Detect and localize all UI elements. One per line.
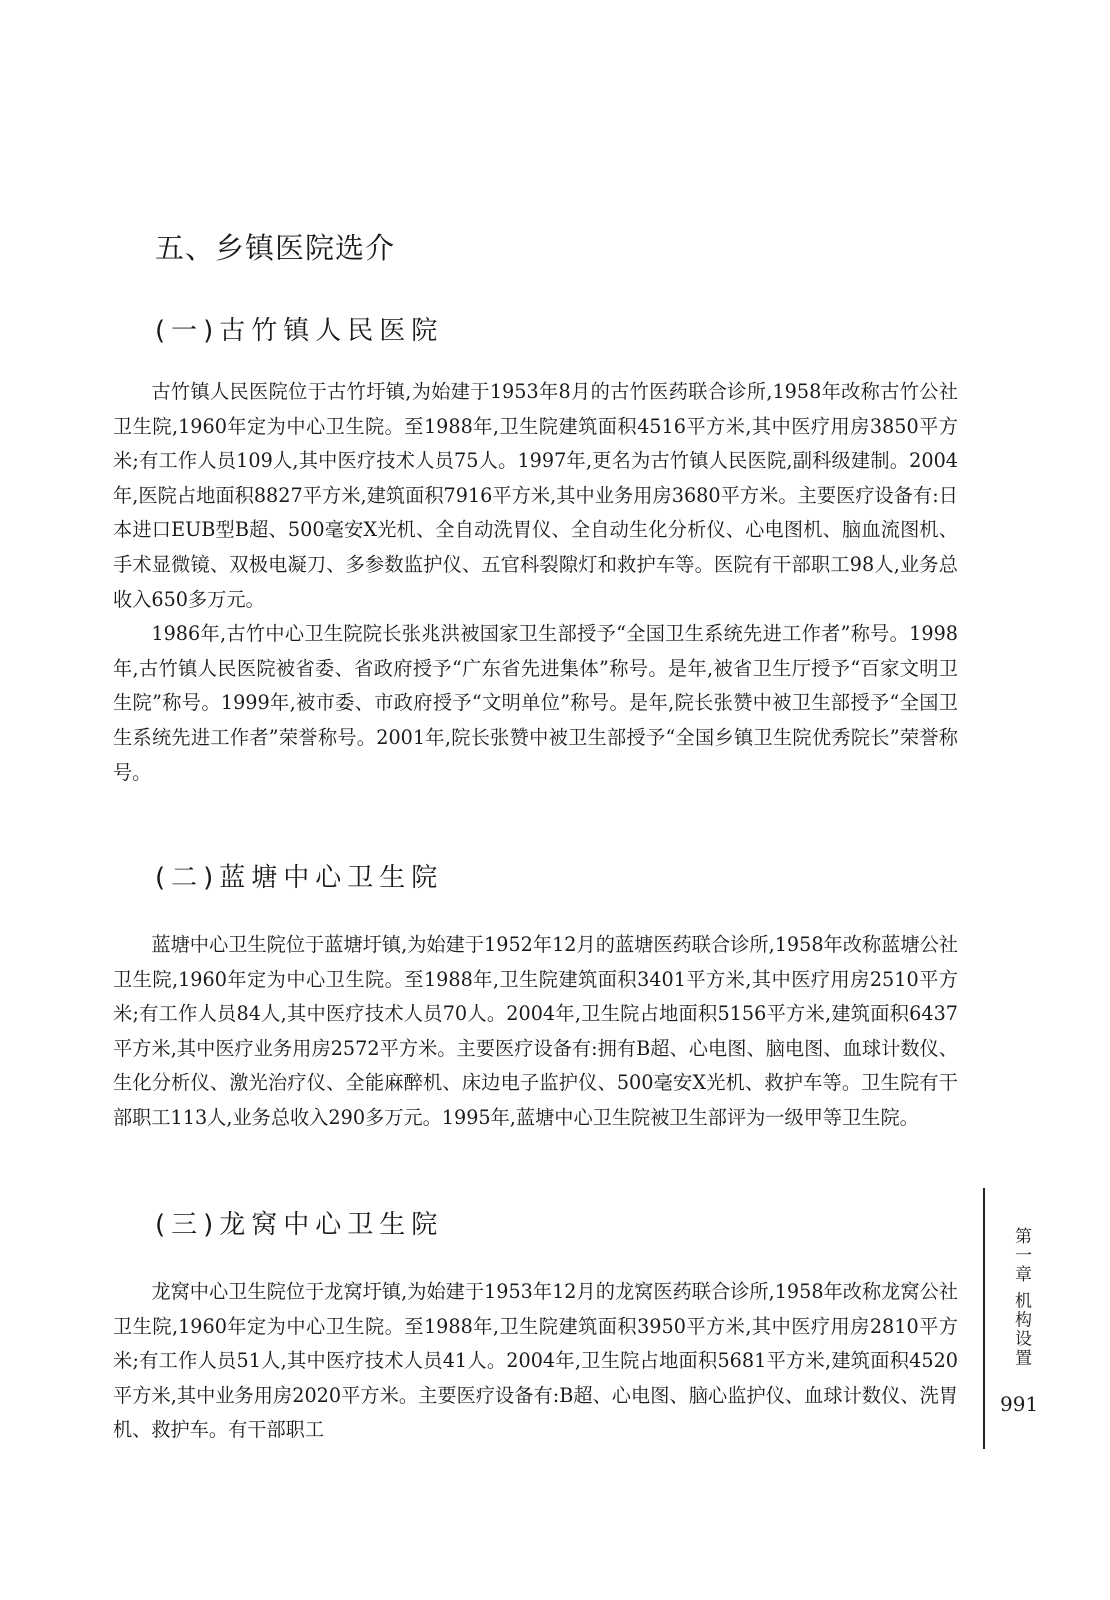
- paragraph-guzhu-overview: 古竹镇人民医院位于古竹圩镇,为始建于1953年8月的古竹医药联合诊所,1958年改称古竹公社卫生院,1960年定为中心卫生院。至1988年,卫生院建筑面积4516平方米,其中医疗用房3850平方米;有工作人员109人,其中医疗技术人员75人。1997年,更名为古竹镇人民医院,副科级建制。2004年,医院占地面积8827平方米,建筑面积7916平方米,其中业务用房3680平方米。主要医疗设备有:日本进口EUB型B超、500毫安X光机、全自动洗胃仪、全自动生化分析仪、心电图机、脑血流图机、手术显微镜、双极电凝刀、多参数监护仪、五官科裂隙灯和救护车等。医院有干部职工98人,业务总收入650多万元。: [113, 380, 958, 611]
- paragraph-guzhu-honors: 1986年,古竹中心卫生院院长张兆洪被国家卫生部授予“全国卫生系统先进工作者”称号。1998年,古竹镇人民医院被省委、省政府授予“广东省先进集体”称号。是年,被省卫生厅授予“百家文明卫生院”称号。1999年,被市委、市政府授予“文明单位”称号。是年,院长张赞中被卫生部授予“全国卫生系统先进工作者”荣誉称号。2001年,院长张赞中被卫生部授予“全国乡镇卫生院优秀院长”荣誉称号。: [113, 622, 958, 784]
- hospital-body-longwo: [113, 1275, 958, 1448]
- paragraph-lantang-overview: 蓝塘中心卫生院位于蓝塘圩镇,为始建于1952年12月的蓝塘医药联合诊所,1958年改称蓝塘公社卫生院,1960年定为中心卫生院。至1988年,卫生院建筑面积3401平方米,其中医疗用房2510平方米;有工作人员84人,其中医疗技术人员70人。2004年,卫生院占地面积5156平方米,建筑面积6437平方米,其中医疗业务用房2572平方米。主要医疗设备有:拥有B超、心电图、脑电图、血球计数仪、生化分析仪、激光治疗仪、全能麻醉机、床边电子监护仪、500毫安X光机、救护车等。卫生院有干部职工113人,业务总收入290多万元。1995年,蓝塘中心卫生院被卫生部评为一级甲等卫生院。: [113, 933, 958, 1129]
- hospital-title-longwo: (三)龙窝中心卫生院: [155, 1210, 444, 1240]
- margin-divider: [983, 1188, 985, 1449]
- chapter-margin-label: 第一章 机构设置: [1011, 1226, 1031, 1368]
- hospital-body-guzhu: [113, 375, 958, 790]
- hospital-body-lantang: [113, 928, 958, 1136]
- hospital-title-guzhu: (一)古竹镇人民医院: [155, 316, 444, 346]
- page-number: 991: [1000, 1392, 1039, 1416]
- paragraph-longwo-overview: 龙窝中心卫生院位于龙窝圩镇,为始建于1953年12月的龙窝医药联合诊所,1958年改称龙窝公社卫生院,1960年定为中心卫生院。至1988年,卫生院建筑面积3950平方米,其中医疗用房2810平方米;有工作人员51人,其中医疗技术人员41人。2004年,卫生院占地面积5681平方米,建筑面积4520平方米,其中业务用房2020平方米。主要医疗设备有:B超、心电图、脑心监护仪、血球计数仪、洗胃机、救护车。有干部职工: [113, 1280, 958, 1442]
- section-title: 五、乡镇医院选介: [155, 231, 396, 265]
- hospital-title-lantang: (二)蓝塘中心卫生院: [155, 863, 444, 893]
